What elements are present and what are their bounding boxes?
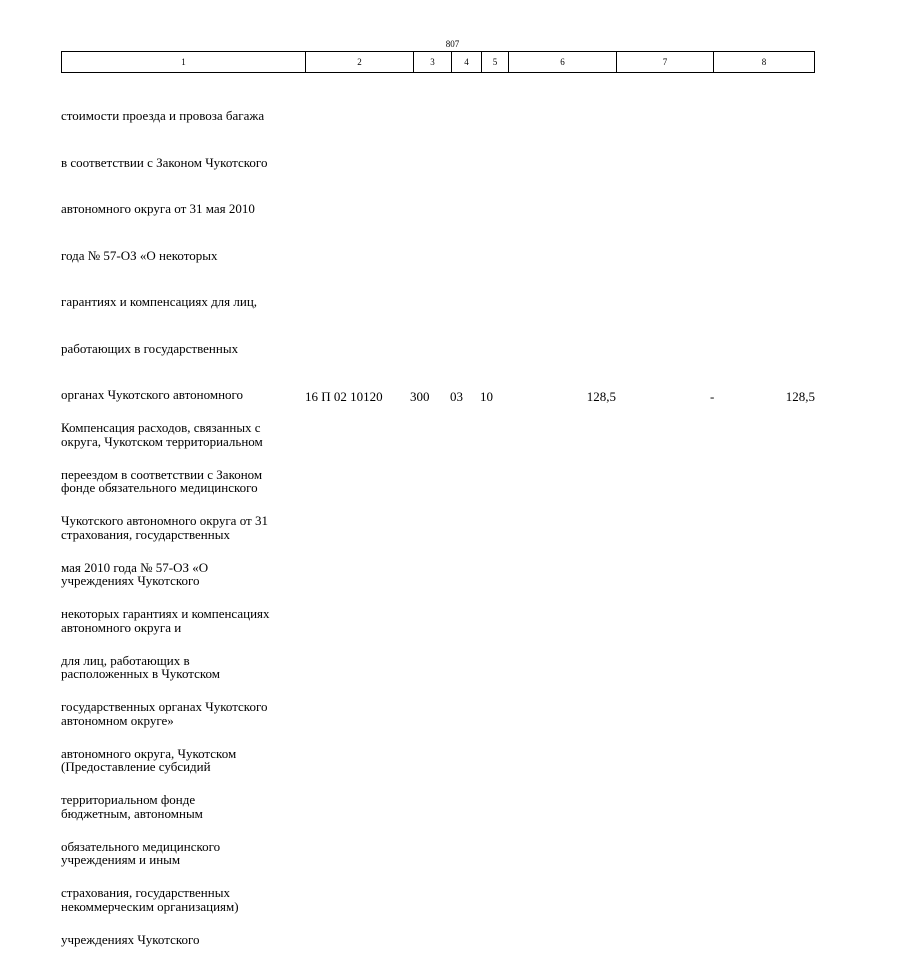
- continuation-line: в соответствии с Законом Чукотского: [61, 154, 268, 170]
- row-col-6: 128,5: [586, 389, 616, 404]
- description-line: автономного округа, Чукотском: [61, 745, 237, 761]
- continuation-line: страхования, государственных: [61, 526, 230, 542]
- header-row: [62, 52, 815, 73]
- page-number: 807: [445, 39, 460, 49]
- row-col-7: -: [710, 389, 715, 404]
- continuation-line: автономного округа от 31 мая 2010: [61, 201, 255, 216]
- description-line: переездом в соответствии с Законом: [61, 466, 263, 482]
- column-header-table: [61, 51, 815, 73]
- description-line: Компенсация расходов, связанных с: [61, 420, 261, 435]
- continuation-line: гарантиях и компенсациях для лиц,: [61, 294, 258, 309]
- description-line: обязательного медицинского: [61, 838, 221, 854]
- continuation-line: стоимости проезда и провоза багажа: [61, 108, 265, 123]
- continuation-line: учреждениях Чукотского: [61, 573, 200, 588]
- continuation-line: учреждениям и иным: [61, 852, 181, 867]
- continuation-line: некоммерческим организациям): [61, 898, 239, 914]
- row-col-8: 128,5: [785, 389, 815, 404]
- header-col-8: 8: [714, 52, 815, 73]
- continuation-line: автономном округе»: [61, 712, 174, 728]
- description-line: для лиц, работающих в: [61, 652, 190, 668]
- continuation-line: работающих в государственных: [61, 340, 239, 356]
- continuation-line: (Предоставление субсидий: [61, 759, 211, 774]
- description-line: государственных органах Чукотского: [61, 699, 268, 714]
- description-line: мая 2010 года № 57-ОЗ «О: [61, 559, 209, 575]
- header-col-7: 7: [617, 52, 714, 73]
- description-line: страхования, государственных: [61, 885, 230, 900]
- continuation-line: фонде обязательного медицинского: [61, 480, 258, 495]
- description-line: некоторых гарантиях и компенсациях: [61, 606, 270, 621]
- row-code: 16 П 02 10120: [305, 389, 383, 404]
- continuation-line: года № 57-ОЗ «О некоторых: [61, 247, 218, 263]
- continuation-line: органах Чукотского автономного: [61, 387, 244, 402]
- row-description: [61, 389, 313, 978]
- row-col-4: 03: [450, 389, 463, 404]
- header-col-3: 3: [414, 52, 452, 73]
- description-line: территориальном фонде: [61, 792, 196, 807]
- header-col-4: 4: [452, 52, 482, 73]
- row-col-3: 300: [410, 389, 430, 404]
- header-col-5: 5: [482, 52, 509, 73]
- continuation-line: расположенных в Чукотском: [61, 666, 221, 681]
- header-col-1: 1: [62, 52, 306, 73]
- description-line: учреждениях Чукотского: [61, 931, 200, 947]
- header-col-2: 2: [306, 52, 414, 73]
- continuation-line: округа, Чукотском территориальном: [61, 433, 263, 449]
- header-col-6: 6: [509, 52, 617, 73]
- continuation-line: автономного округа и: [61, 619, 182, 635]
- continuation-line: бюджетным, автономным: [61, 805, 203, 821]
- row-col-5: 10: [480, 389, 493, 404]
- description-line: Чукотского автономного округа от 31: [61, 513, 268, 528]
